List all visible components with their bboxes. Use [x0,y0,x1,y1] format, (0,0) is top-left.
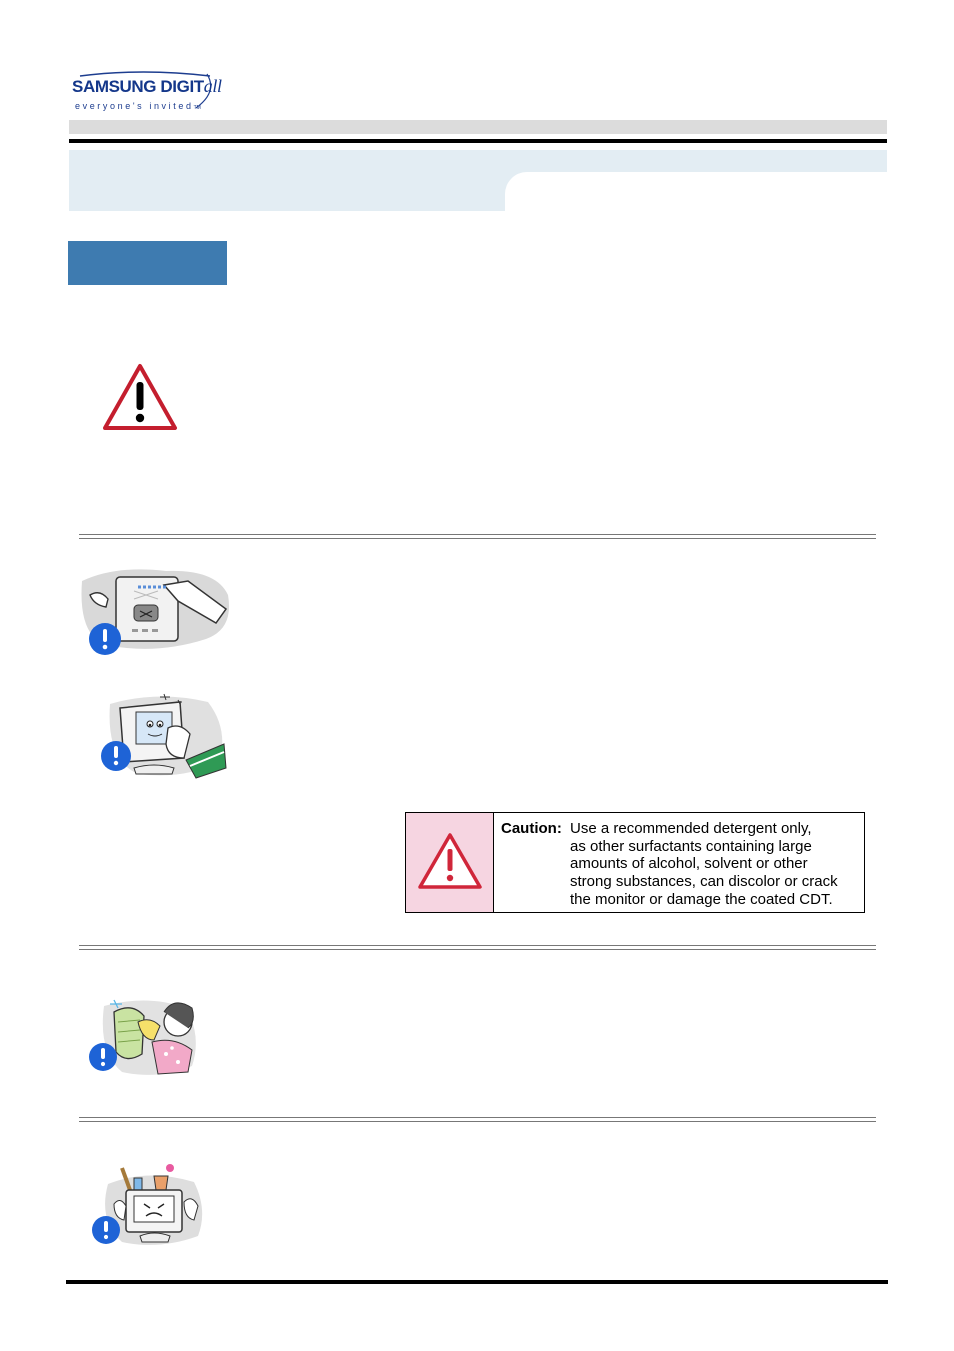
header-band [69,150,505,211]
caution-line: strong substances, can discolor or crack [570,873,838,891]
header-band-curve [505,172,549,216]
caution-text [570,820,862,909]
logo-tagline: everyone's invitedTM [75,101,201,111]
section-divider [79,1117,876,1122]
section-divider [79,534,876,539]
caution-line: as other surfactants containing large [570,837,812,855]
section-divider [79,945,876,950]
header-grey-bar [69,120,887,134]
section-tab [68,241,227,285]
warning-triangle-icon [102,362,178,432]
caution-line: Use a recommended detergent only, [570,820,812,837]
header-band-right [505,150,887,172]
objects-on-monitor-illustration [90,1160,210,1248]
clean-cabinet-illustration [88,992,204,1078]
logo-brand-text: SAMSUNG DIGITall [72,76,222,96]
wipe-monitor-illustration [98,688,228,782]
header-rule [69,139,887,143]
footer-rule [66,1280,888,1284]
caution-box [405,812,865,913]
samsung-logo [72,70,222,114]
caution-label: Caution: [501,820,562,837]
caution-line: amounts of alcohol, solvent or other [570,855,808,873]
unplug-monitor-illustration [76,565,234,657]
warning-triangle-icon [416,831,484,891]
caution-line: the monitor or damage the coated CDT. [570,890,833,908]
caution-icon-cell [406,813,494,912]
